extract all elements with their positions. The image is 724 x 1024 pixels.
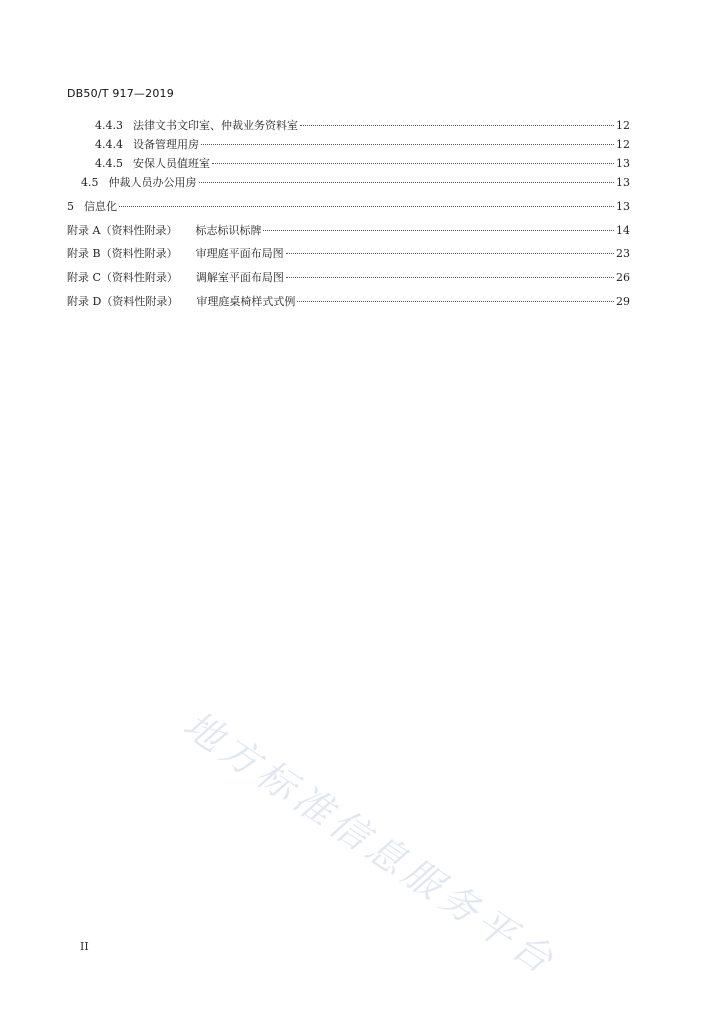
toc-entry[interactable] [67,295,630,309]
dot-leader [286,252,614,254]
dot-leader [119,205,614,207]
document-code-header: DB50/T 917—2019 [67,87,174,100]
toc-entry-number: 附录 D（资料性附录） [67,295,179,308]
toc-entry-title: 仲裁人员办公用房 [108,176,197,189]
page-number-footer: II [80,940,89,953]
toc-entry-page: 13 [616,176,630,189]
dot-leader [297,300,614,302]
toc-entry-title: 调解室平面布局图 [195,271,284,284]
dot-leader [199,181,615,183]
dot-leader [300,124,614,126]
toc-entry[interactable] [95,138,630,152]
toc-entry-title: 信息化 [84,200,117,213]
toc-entry-number: 附录 B（资料性附录） [67,247,178,260]
toc-entry-page: 12 [616,119,630,132]
toc-entry-page: 14 [616,224,630,237]
toc-entry-page: 26 [616,271,630,284]
toc-entry-page: 13 [616,200,630,213]
dot-leader [263,229,614,231]
toc-entry-title: 设备管理用房 [133,138,199,151]
toc-entry[interactable] [81,176,630,190]
watermark-text: 地方标准信息服务平台 [175,702,566,985]
toc-entry-page: 29 [616,295,630,308]
dot-leader [212,162,614,164]
toc-entry-title: 安保人员值班室 [133,157,210,170]
toc-entry-number: 5 [67,200,74,213]
toc-entry-title: 标志标识标牌 [195,224,262,237]
toc-entry-number: 4.4.5 [95,157,123,170]
toc-entry[interactable] [67,200,630,214]
toc-entry-number: 4.5 [81,176,99,189]
toc-entry[interactable] [95,157,630,171]
toc-entry[interactable] [67,224,630,238]
toc-entry-number: 4.4.4 [95,138,123,151]
toc-entry-number: 附录 C（资料性附录） [67,271,178,284]
toc-entry-number: 4.4.3 [95,119,123,132]
toc-entry-page: 23 [616,247,630,260]
toc-entry-title: 审理庭桌椅样式式例 [196,295,296,308]
toc-entry[interactable] [67,247,630,261]
dot-leader [201,143,614,145]
toc-entry-title: 审理庭平面布局图 [195,247,284,260]
toc-entry[interactable] [67,271,630,285]
toc-entry-page: 13 [616,157,630,170]
toc-entry-title: 法律文书文印室、仲裁业务资料室 [133,119,298,132]
dot-leader [286,276,614,278]
toc-entry-number: 附录 A（资料性附录） [67,224,178,237]
toc-entry-page: 12 [616,138,630,151]
toc-entry[interactable] [95,119,630,133]
